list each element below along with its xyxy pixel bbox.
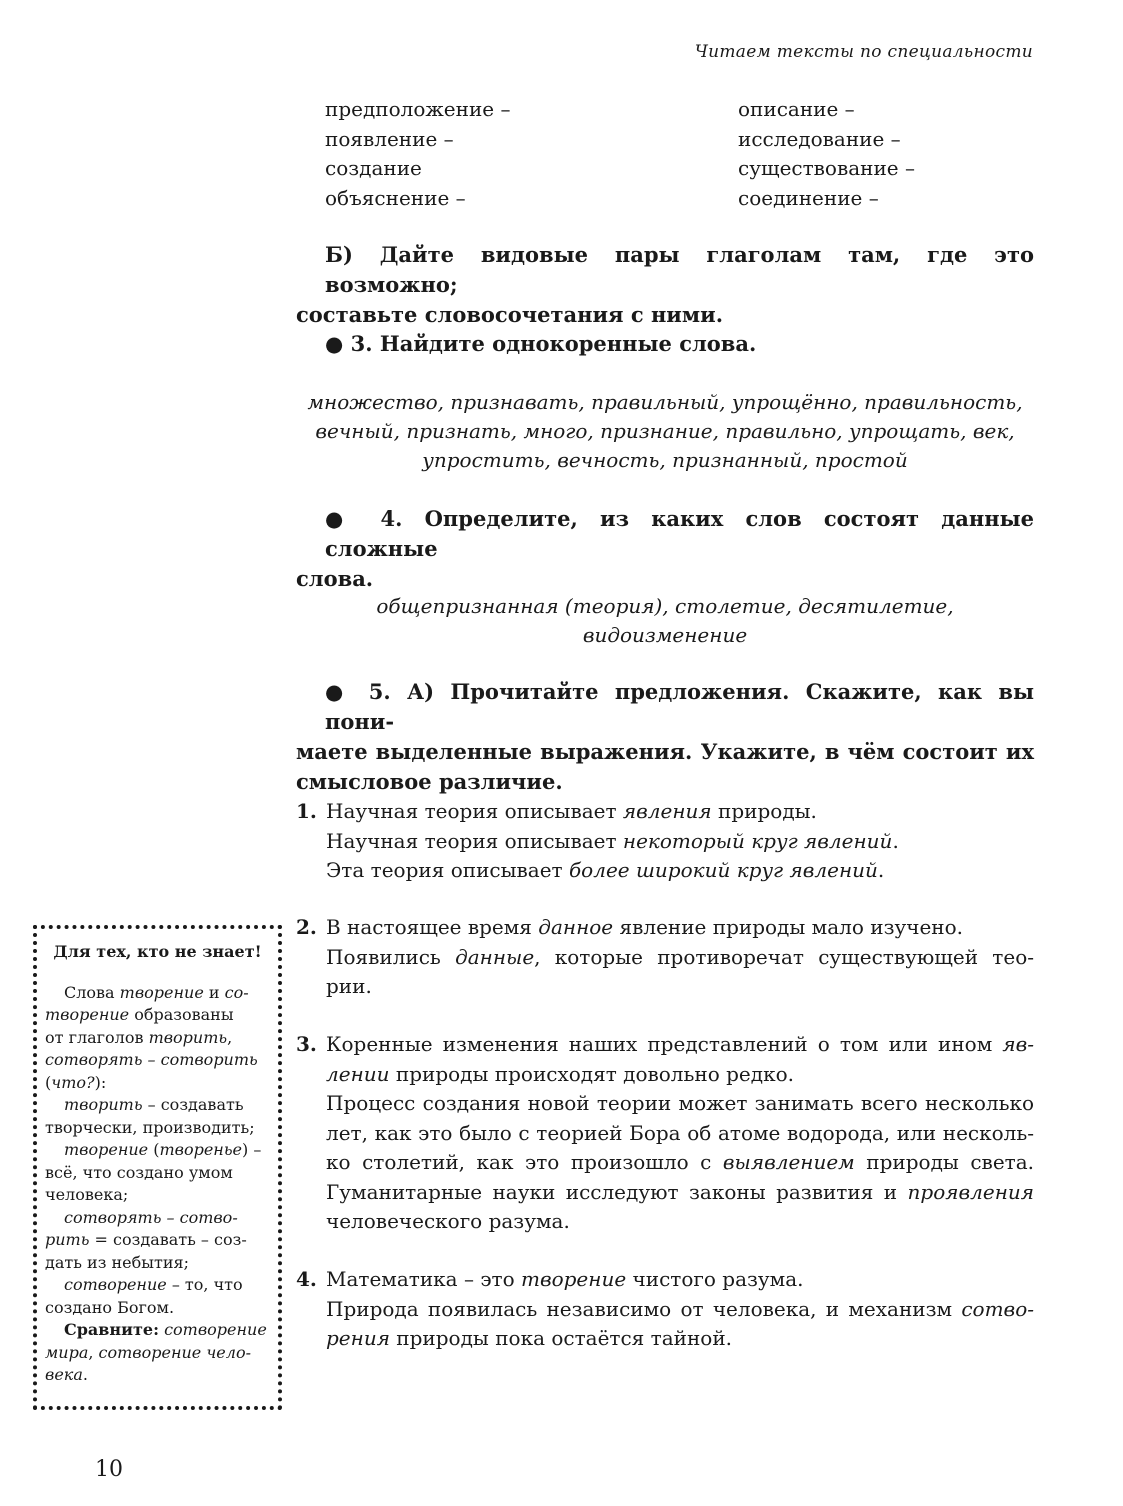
sidebar-line: сотворять – сотво- xyxy=(64,1207,238,1227)
task-4 xyxy=(296,504,1034,594)
item-number: 1. xyxy=(296,799,317,823)
item-line: Процесс создания новой теории может занимать всего несколько xyxy=(326,1091,1034,1115)
word-line: видоизменение xyxy=(582,623,748,647)
sidebar-line: сотворять – сотворить xyxy=(45,1050,258,1069)
list-item: предположение – xyxy=(325,97,511,121)
task-2b xyxy=(296,240,1034,330)
task-5 xyxy=(296,677,1034,797)
task-5-line: маете выделенные выражения. Укажите, в чём состоит их xyxy=(296,739,1034,764)
word-list-left xyxy=(325,95,511,213)
word-line: упростить, вечность, признанный, простой xyxy=(422,448,908,472)
sidebar-line: дать из небытия; xyxy=(45,1252,190,1272)
task-2b-line: составьте словосочетания с ними. xyxy=(296,302,724,327)
example-item-3 xyxy=(296,1030,1034,1237)
word-line: вечный, признать, много, признание, правильно, упрощать, век, xyxy=(315,419,1015,443)
word-list-right xyxy=(738,95,915,213)
item-line: Научная теория описывает некоторый круг явлений. xyxy=(326,828,899,853)
sidebar-line: века. xyxy=(45,1365,88,1384)
sidebar-line: сотворение – то, что xyxy=(64,1275,243,1294)
task-5-line: смысловое различие. xyxy=(296,769,563,794)
item-line: Появились данные, которые противоречат существующей тео- xyxy=(326,944,1035,969)
list-item: соединение – xyxy=(738,185,879,210)
running-header: Читаем тексты по специальности xyxy=(694,42,1033,62)
sidebar-title: Для тех, кто не знает! xyxy=(53,942,262,961)
sidebar-line: всё, что создано умом xyxy=(45,1162,233,1182)
sidebar-line: человека; xyxy=(45,1185,129,1204)
task-4-line: ● 4. Определите, из каких слов состоят данные сложные xyxy=(325,506,1034,561)
sidebar-line: Слова творение и со- xyxy=(64,982,249,1002)
item-line: рии. xyxy=(326,974,372,998)
list-item: создание xyxy=(325,156,422,180)
list-item: исследование – xyxy=(738,126,901,151)
sidebar-line: творение образованы xyxy=(45,1005,234,1024)
example-item-4 xyxy=(296,1265,1034,1354)
list-item: появление – xyxy=(325,126,454,151)
page-number: 10 xyxy=(95,1457,123,1482)
task-5-line: ● 5. А) Прочитайте предложения. Скажите, как вы пони- xyxy=(325,679,1034,734)
example-item-1 xyxy=(296,797,1034,886)
example-item-2 xyxy=(296,913,1034,1002)
item-line: Природа появилась независимо от человека, и механизм сотво- xyxy=(326,1296,1034,1321)
sidebar-line: творение (творенье) – xyxy=(64,1140,262,1159)
item-line: Гуманитарные науки исследуют законы развития и проявления xyxy=(326,1179,1034,1204)
word-line: общепризнанная (теория), столетие, десятилетие, xyxy=(376,594,954,618)
list-item: существование – xyxy=(738,156,916,180)
task-4-words xyxy=(296,592,1034,650)
list-item: описание – xyxy=(738,97,855,121)
item-line: рения природы пока остаётся тайной. xyxy=(326,1326,733,1350)
item-line: В настоящее время данное явление природы мало изучено. xyxy=(326,915,964,939)
task-4-line: слова. xyxy=(296,566,374,591)
sidebar-line: творчески, производить; xyxy=(45,1117,255,1137)
item-number: 2. xyxy=(296,915,317,939)
item-number: 4. xyxy=(296,1267,317,1291)
task-3-title: ● 3. Найдите однокоренные слова. xyxy=(325,331,757,356)
sidebar-line: (что?): xyxy=(45,1072,107,1092)
item-line: ко столетий, как это произошло с выявлением природы света. xyxy=(326,1150,1034,1174)
sidebar-line: Сравните: сотворение xyxy=(64,1320,267,1339)
sidebar-line: творить – создавать xyxy=(64,1095,244,1114)
item-line: Математика – это творение чистого разума. xyxy=(326,1267,804,1291)
item-line: лет, как это было с теорией Бора об атоме водорода, или несколь- xyxy=(326,1120,1034,1145)
word-line: множество, признавать, правильный, упрощённо, правильность, xyxy=(307,390,1023,414)
sidebar-line: мира, сотворение чело- xyxy=(45,1342,251,1362)
item-line: Коренные изменения наших представлений о том или ином яв- xyxy=(326,1032,1034,1056)
item-line: Научная теория описывает явления природы. xyxy=(326,799,817,823)
sidebar-line: рить = создавать – соз- xyxy=(45,1230,247,1249)
item-line: Эта теория описывает более широкий круг явлений. xyxy=(326,858,885,882)
task-3-words xyxy=(296,388,1034,475)
list-item: объяснение – xyxy=(325,185,466,210)
item-line: человеческого разума. xyxy=(326,1209,570,1233)
sidebar-line: от глаголов творить, xyxy=(45,1027,233,1047)
task-2b-line: Б) Дайте видовые пары глаголам там, где это возможно; xyxy=(325,242,1034,297)
item-line: лении природы происходят довольно редко. xyxy=(326,1061,794,1086)
item-number: 3. xyxy=(296,1032,317,1056)
note-sidebar xyxy=(33,925,282,1410)
sidebar-line: создано Богом. xyxy=(45,1297,175,1317)
